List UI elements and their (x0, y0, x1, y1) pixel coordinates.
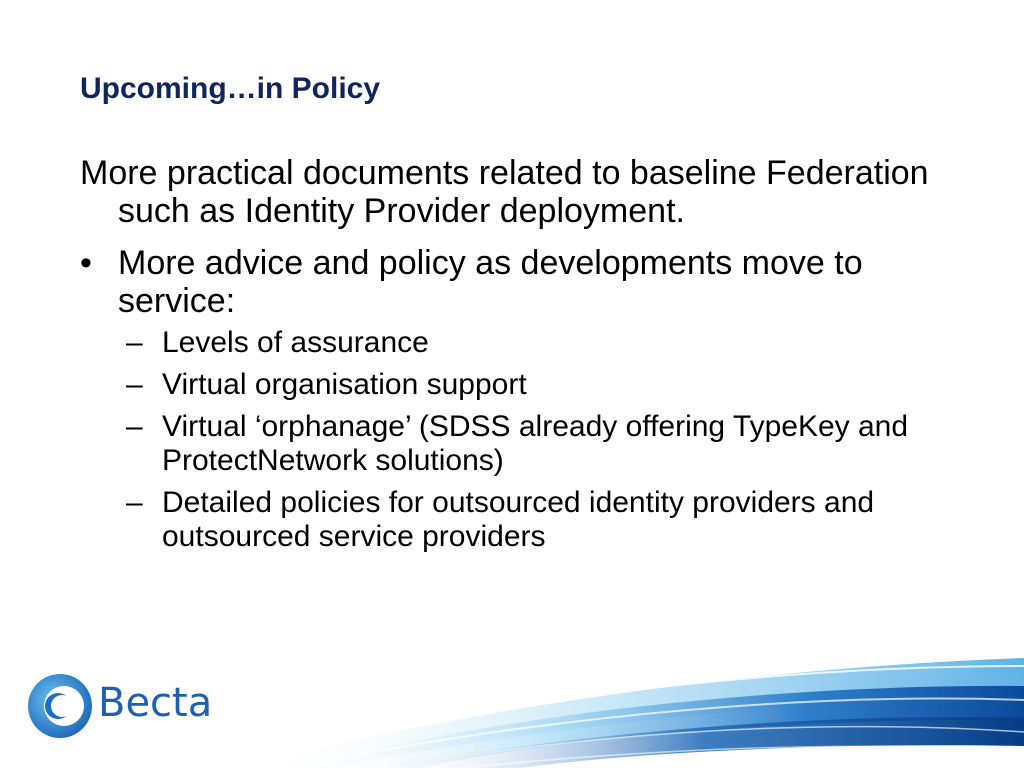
sub-bullet-item (80, 410, 940, 478)
bullet-text: More advice and policy as developments move to service: (118, 244, 863, 320)
bullet-item (80, 244, 940, 320)
becta-logo-text: Becta (98, 680, 213, 726)
sub-bullet-list (80, 326, 940, 554)
sub-bullet-item (80, 486, 940, 554)
sub-bullet-text: Levels of assurance (162, 326, 429, 359)
sub-bullet-item (80, 368, 940, 402)
dash-marker: – (126, 410, 143, 443)
sub-bullet-text: Virtual ‘orphanage’ (SDSS already offering TypeKey and ProtectNetwork solutions) (162, 410, 909, 477)
sub-bullet-text: Detailed policies for outsourced identity providers and outsourced service providers (162, 486, 875, 553)
lead-paragraph: More practical documents related to baseline Federation such as Identity Provider deployment. (80, 154, 929, 230)
dash-marker: – (126, 368, 143, 401)
bullet-marker: • (80, 244, 92, 282)
dash-marker: – (126, 326, 143, 359)
sub-bullet-item (80, 326, 940, 360)
slide-body (80, 154, 940, 562)
slide-title: Upcoming…in Policy (80, 72, 381, 105)
sub-bullet-text: Virtual organisation support (162, 368, 527, 401)
dash-marker: – (126, 486, 143, 519)
